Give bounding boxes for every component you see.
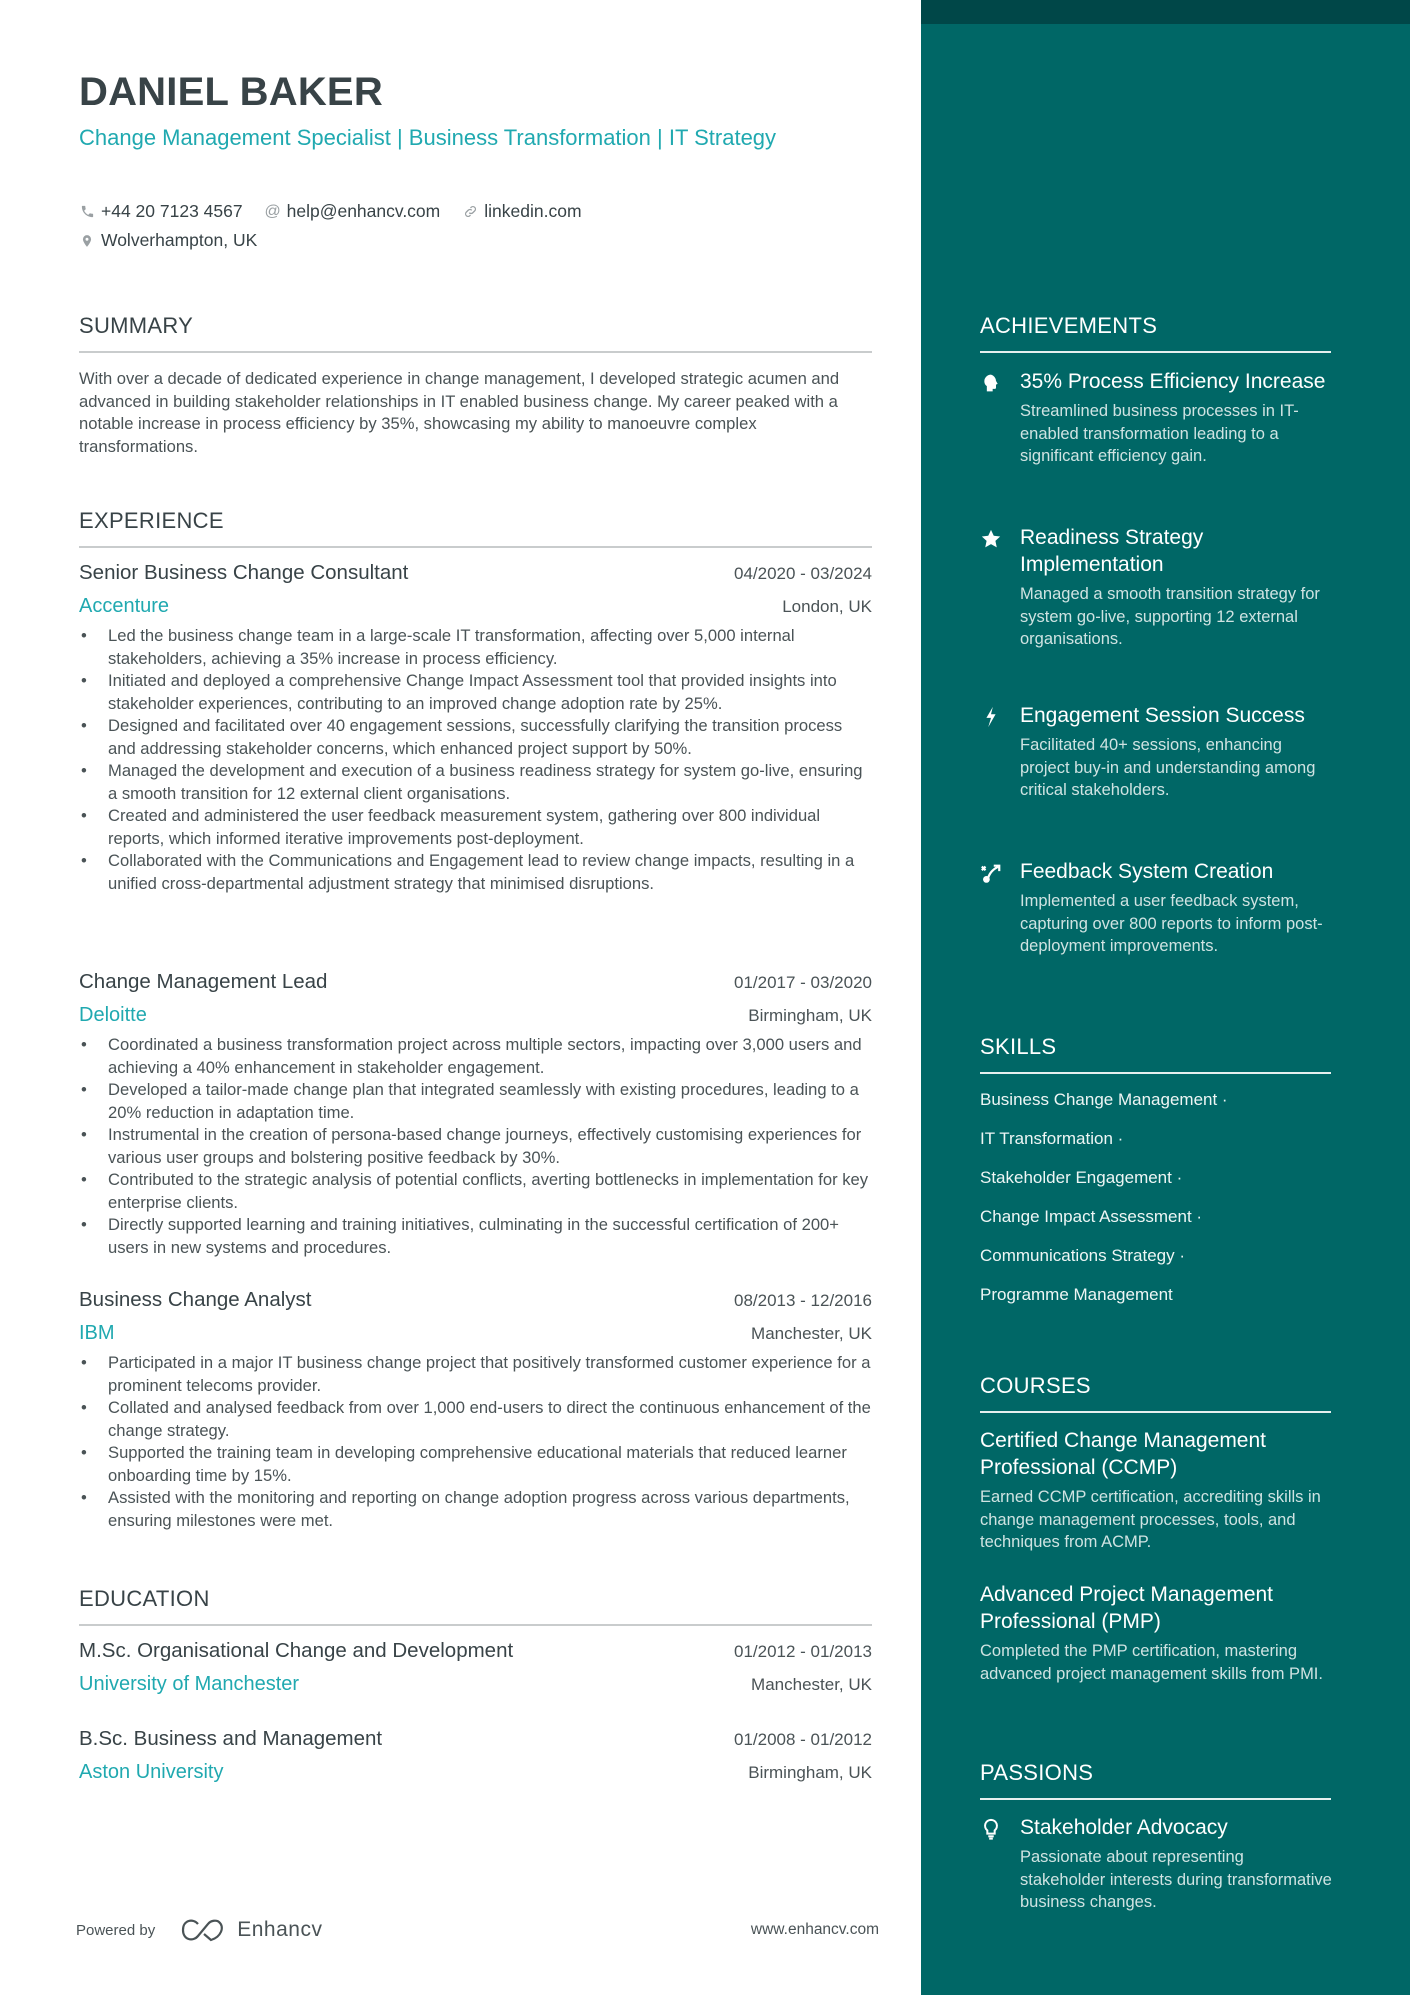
enhancv-logo-icon xyxy=(181,1917,227,1943)
brain-head-icon xyxy=(980,372,1002,394)
skill-item: IT Transformation · xyxy=(980,1129,1124,1148)
edu-dates: 01/2008 - 01/2012 xyxy=(733,1730,872,1749)
job-location: Manchester, UK xyxy=(751,1324,872,1343)
location-pin-icon xyxy=(79,233,95,249)
section-title-experience: EXPERIENCE xyxy=(79,508,224,533)
job-dates: 08/2013 - 12/2016 xyxy=(733,1291,872,1310)
bullet: • Led the business change team in a large-scale IT transformation, affecting over 5,000 internal stakeholders, achieving a 35% increase in process efficiency. xyxy=(79,625,872,670)
section-title-skills: SKILLS xyxy=(980,1034,1057,1059)
divider xyxy=(980,1072,1331,1074)
lightning-icon xyxy=(980,706,1002,728)
section-title-passions: PASSIONS xyxy=(980,1760,1094,1785)
contact-info xyxy=(79,197,872,255)
headline: Change Management Specialist | Business Transformation | IT Strategy xyxy=(79,125,777,150)
divider xyxy=(79,351,872,353)
bullet: • Contributed to the strategic analysis of potential conflicts, averting bottlenecks in implementation for key enterprise clients. xyxy=(79,1169,872,1214)
divider xyxy=(980,351,1331,353)
job-location: London, UK xyxy=(782,597,872,616)
education-entry xyxy=(79,1727,872,1791)
at-icon: @ xyxy=(264,202,281,220)
bullet: • Collaborated with the Communications and Engagement lead to review change impacts, resulting in a unified cross-departmental adjustment strategy that minimised disruptions. xyxy=(79,850,872,895)
achievement-item: Readiness Strategy Implementation Managed a smooth transition strategy for system go-live, supporting 12 external organisations. xyxy=(980,524,1332,651)
job-dates: 01/2017 - 03/2020 xyxy=(733,973,872,992)
summary-text: With over a decade of dedicated experience in change management, I developed strategic acumen and advanced in building stakeholder relationships in IT enabled business change. My career peaked with a notable increase in process efficiency by 35%, showcasing my ability to manoeuvre complex transformations. xyxy=(79,369,840,456)
passion-item: Stakeholder Advocacy Passionate about representing stakeholder interests during transformative business changes. xyxy=(980,1814,1332,1914)
skill-item: Business Change Management · xyxy=(980,1090,1228,1109)
sidebar-top-band xyxy=(921,0,1410,24)
divider xyxy=(980,1411,1331,1413)
divider xyxy=(79,546,872,548)
star-icon xyxy=(980,528,1002,550)
section-title-education: EDUCATION xyxy=(79,1586,210,1611)
footer-url[interactable]: www.enhancv.com xyxy=(750,1921,879,1938)
achievement-item: 35% Process Efficiency Increase Streamlined business processes in IT-enabled transformation leading to a significant efficiency gain. xyxy=(980,368,1332,468)
route-icon xyxy=(980,862,1002,884)
bullet: • Directly supported learning and training initiatives, culminating in the successful certification of 200+ users in new systems and procedures. xyxy=(79,1214,872,1259)
job-bullets xyxy=(79,1352,872,1532)
course-item: Advanced Project Management Professional (PMP) Completed the PMP certification, mastering advanced project management skills from PMI. xyxy=(980,1583,1323,1683)
bullet: • Initiated and deployed a comprehensive Change Impact Assessment tool that provided insights into stakeholder experiences, contributing to an improved change adoption rate by 25%. xyxy=(79,670,872,715)
achievement-item: Engagement Session Success Facilitated 40+ sessions, enhancing project buy-in and understanding among critical stakeholders. xyxy=(980,702,1332,802)
school: University of Manchester xyxy=(79,1673,300,1695)
link-icon xyxy=(462,204,478,220)
divider xyxy=(980,1798,1331,1800)
skill-item: Programme Management xyxy=(980,1285,1173,1304)
bullet: • Assisted with the monitoring and reporting on change adoption progress across various departments, ensuring milestones were met. xyxy=(79,1487,872,1532)
candidate-name: DANIEL BAKER xyxy=(79,70,383,114)
edu-dates: 01/2012 - 01/2013 xyxy=(733,1642,872,1661)
bullet: • Collated and analysed feedback from over 1,000 end-users to direct the continuous enhancement of the change strategy. xyxy=(79,1397,872,1442)
degree: B.Sc. Business and Management xyxy=(79,1727,383,1750)
bullet: • Supported the training team in developing comprehensive educational materials that reduced learner onboarding time by 15%. xyxy=(79,1442,872,1487)
contact-link[interactable]: linkedin.com xyxy=(462,201,581,222)
bullet: • Participated in a major IT business change project that positively transformed customer experience for a prominent telecoms provider. xyxy=(79,1352,872,1397)
achievement-item: Feedback System Creation Implemented a user feedback system, capturing over 800 reports to inform post-deployment improvements. xyxy=(980,858,1332,958)
school: Aston University xyxy=(79,1761,224,1783)
divider xyxy=(79,1624,872,1626)
job-location: Birmingham, UK xyxy=(748,1006,872,1025)
job-dates: 04/2020 - 03/2024 xyxy=(733,564,872,583)
contact-email[interactable]: @ help@enhancv.com xyxy=(264,201,441,221)
job-title: Senior Business Change Consultant xyxy=(79,561,409,584)
contact-phone: +44 20 7123 4567 xyxy=(79,201,243,222)
job-company: IBM xyxy=(79,1322,115,1344)
skill-item: Stakeholder Engagement · xyxy=(980,1168,1183,1187)
footer xyxy=(76,1912,879,1948)
enhancv-brand: Enhancv xyxy=(237,1918,323,1941)
job-company: Deloitte xyxy=(79,1004,147,1026)
section-title-summary: SUMMARY xyxy=(79,313,194,338)
sidebar xyxy=(921,0,1410,1995)
job-entry xyxy=(79,1288,872,1532)
section-title-courses: COURSES xyxy=(980,1373,1091,1398)
bullet: • Managed the development and execution of a business readiness strategy for system go-live, ensuring a smooth transition for 12 external client organisations. xyxy=(79,760,872,805)
edu-location: Birmingham, UK xyxy=(748,1763,872,1782)
skill-item: Communications Strategy · xyxy=(980,1246,1186,1265)
bullet: • Created and administered the user feedback measurement system, gathering over 800 individual reports, which informed iterative improvements post-deployment. xyxy=(79,805,872,850)
degree: M.Sc. Organisational Change and Development xyxy=(79,1639,514,1662)
edu-location: Manchester, UK xyxy=(751,1675,872,1694)
powered-by: Powered by Enhancv xyxy=(76,1918,323,1941)
course-item: Certified Change Management Professional (CCMP) Earned CCMP certification, accrediting skills in change management processes, tools, and techniques from ACMP. xyxy=(980,1429,1321,1551)
bullet: • Coordinated a business transformation project across multiple sectors, impacting over 3,000 users and achieving a 40% enhancement in stakeholder engagement. xyxy=(79,1034,872,1079)
lightbulb-icon xyxy=(980,1818,1002,1840)
bullet: • Instrumental in the creation of persona-based change journeys, effectively customising experiences for various user groups and bolstering positive feedback by 30%. xyxy=(79,1124,872,1169)
job-title: Change Management Lead xyxy=(79,970,328,993)
section-title-achievements: ACHIEVEMENTS xyxy=(980,313,1158,338)
job-entry xyxy=(79,561,872,895)
contact-location: Wolverhampton, UK xyxy=(79,230,257,251)
job-title: Business Change Analyst xyxy=(79,1288,312,1311)
skill-item: Change Impact Assessment · xyxy=(980,1207,1203,1226)
education-entry xyxy=(79,1639,872,1703)
job-bullets xyxy=(79,625,872,895)
phone-icon xyxy=(79,204,95,220)
job-company: Accenture xyxy=(79,595,170,617)
bullet: • Developed a tailor-made change plan that integrated seamlessly with existing procedures, leading to a 20% reduction in adaptation time. xyxy=(79,1079,872,1124)
job-bullets xyxy=(79,1034,872,1259)
job-entry xyxy=(79,970,872,1259)
bullet: • Designed and facilitated over 40 engagement sessions, successfully clarifying the transition process and addressing stakeholder concerns, which enhanced project support by 50%. xyxy=(79,715,872,760)
